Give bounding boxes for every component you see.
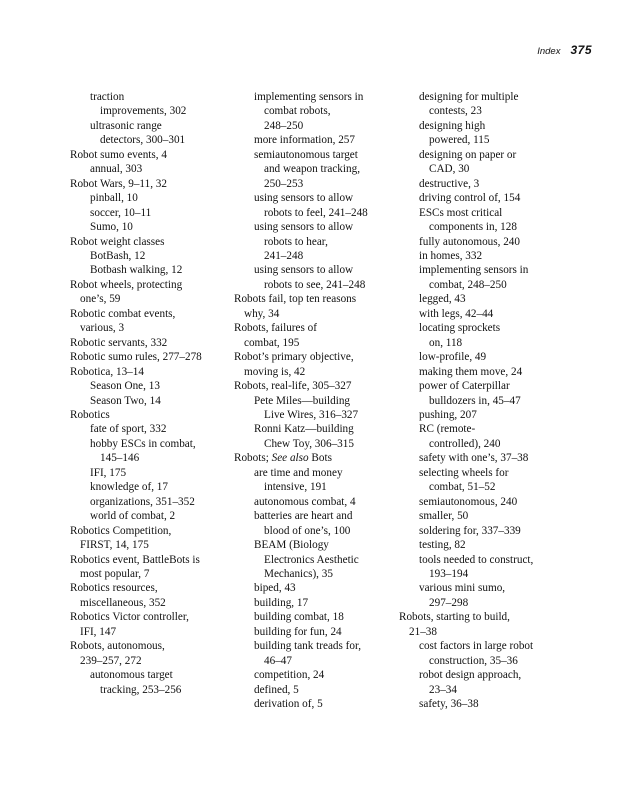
index-entry: ultrasonic range bbox=[90, 119, 162, 132]
index-entry: Robotics bbox=[70, 408, 110, 421]
page-number: 375 bbox=[570, 43, 592, 57]
index-entry: combat, 195 bbox=[244, 336, 300, 349]
index-entry: various, 3 bbox=[80, 322, 125, 335]
index-entry: combat, 248–250 bbox=[429, 278, 507, 291]
index-entry: Robotic sumo rules, 277–278 bbox=[70, 351, 202, 364]
index-entry: tracking, 253–256 bbox=[100, 683, 182, 696]
index-entry: semiautonomous target bbox=[254, 148, 358, 161]
index-entry: 297–298 bbox=[429, 596, 469, 609]
index-entry: low-profile, 49 bbox=[419, 351, 487, 364]
index-entry: combat, 51–52 bbox=[429, 481, 496, 494]
index-entry: hobby ESCs in combat, bbox=[90, 437, 196, 450]
index-entry: intensive, 191 bbox=[264, 481, 327, 494]
index-entry: 46–47 bbox=[264, 654, 292, 667]
index-entry: Robot weight classes bbox=[70, 235, 165, 248]
index-entry: robots to see, 241–248 bbox=[264, 278, 366, 291]
index-column-left bbox=[70, 90, 230, 697]
index-entry: cost factors in large robot bbox=[419, 640, 534, 653]
index-entry: Robotics Victor controller, bbox=[70, 611, 189, 624]
index-entry: Robotics Competition, bbox=[70, 524, 172, 537]
index-entry: tools needed to construct, bbox=[419, 553, 534, 566]
index-entry: 145–146 bbox=[100, 452, 140, 465]
index-entry: soldering for, 337–339 bbox=[419, 524, 521, 537]
index-entry: controlled), 240 bbox=[429, 437, 501, 450]
index-entry: organizations, 351–352 bbox=[90, 495, 195, 508]
index-entry: semiautonomous, 240 bbox=[419, 495, 518, 508]
index-entry: Robots fail, top ten reasons bbox=[234, 293, 357, 306]
index-entry: autonomous combat, 4 bbox=[254, 495, 356, 508]
index-entry: 250–253 bbox=[264, 177, 304, 190]
index-entry: bulldozers in, 45–47 bbox=[429, 394, 521, 407]
index-entry: robots to feel, 241–248 bbox=[264, 206, 368, 219]
index-entry: Robots, failures of bbox=[234, 322, 317, 335]
index-entry: Robot sumo events, 4 bbox=[70, 148, 167, 161]
index-entry: batteries are heart and bbox=[254, 510, 353, 523]
index-entry: detectors, 300–301 bbox=[100, 134, 186, 147]
index-entry: FIRST, 14, 175 bbox=[80, 539, 149, 552]
index-entry: defined, 5 bbox=[254, 683, 299, 696]
index-entry: 241–248 bbox=[264, 249, 304, 262]
index-entry: driving control of, 154 bbox=[419, 192, 521, 205]
index-entry: moving is, 42 bbox=[244, 365, 306, 378]
index-entry: Mechanics), 35 bbox=[264, 567, 333, 580]
index-entry: safety, 36–38 bbox=[419, 698, 479, 711]
index-entry: 21–38 bbox=[409, 625, 437, 638]
index-entry: smaller, 50 bbox=[419, 510, 469, 523]
index-entry: power of Caterpillar bbox=[419, 380, 510, 393]
index-entry: Chew Toy, 306–315 bbox=[264, 437, 354, 450]
running-head bbox=[537, 43, 592, 57]
index-entry: one’s, 59 bbox=[80, 293, 121, 306]
index-entry: are time and money bbox=[254, 466, 343, 479]
index-entry: destructive, 3 bbox=[419, 177, 480, 190]
index-entry: using sensors to allow bbox=[254, 192, 354, 205]
see-also-reference: See also bbox=[271, 452, 309, 465]
index-entry: making them move, 24 bbox=[419, 365, 523, 378]
index-entry: on, 118 bbox=[429, 336, 463, 349]
index-entry: fate of sport, 332 bbox=[90, 423, 167, 436]
index-entry: Robot Wars, 9–11, 32 bbox=[70, 177, 167, 190]
index-entry: Sumo, 10 bbox=[90, 221, 133, 234]
running-head-label: Index bbox=[537, 46, 561, 57]
index-entry: legged, 43 bbox=[419, 293, 466, 306]
index-entry: Robotic servants, 332 bbox=[70, 336, 168, 349]
index-entry: in homes, 332 bbox=[419, 249, 483, 262]
index-entry: 193–194 bbox=[429, 567, 469, 580]
index-entry: using sensors to allow bbox=[254, 264, 354, 277]
index-entry: designing for multiple bbox=[419, 91, 519, 103]
index-entry: designing high bbox=[419, 119, 486, 132]
index-entry: implementing sensors in bbox=[419, 264, 529, 277]
index-entry: BEAM (Biology bbox=[254, 539, 329, 552]
index-entry: Electronics Aesthetic bbox=[264, 553, 359, 566]
index-entry: knowledge of, 17 bbox=[90, 481, 168, 494]
index-entry: Robotics resources, bbox=[70, 582, 158, 595]
index-entry: Season One, 13 bbox=[90, 380, 160, 393]
index-entry: Botbash walking, 12 bbox=[90, 264, 183, 277]
index-entry: IFI, 175 bbox=[90, 466, 127, 479]
index-entry: Live Wires, 316–327 bbox=[264, 408, 359, 421]
index-entry: RC (remote- bbox=[419, 423, 476, 436]
index-entry: Robots, autonomous, bbox=[70, 640, 165, 653]
index-entry: CAD, 30 bbox=[429, 163, 470, 176]
index-entry: testing, 82 bbox=[419, 539, 466, 552]
index-entry: building for fun, 24 bbox=[254, 625, 342, 638]
index-entry: 239–257, 272 bbox=[80, 654, 142, 667]
index-entry: contests, 23 bbox=[429, 105, 482, 118]
index-entry: pinball, 10 bbox=[90, 192, 138, 205]
index-entry: Robotics event, BattleBots is bbox=[70, 553, 200, 566]
index-entry: derivation of, 5 bbox=[254, 698, 323, 711]
index-entry: soccer, 10–11 bbox=[90, 206, 152, 219]
index-entry: building tank treads for, bbox=[254, 640, 362, 653]
index-entry: more information, 257 bbox=[254, 134, 355, 147]
index-entry: most popular, 7 bbox=[80, 567, 150, 580]
index-column-right bbox=[399, 90, 569, 711]
index-entry: ESCs most critical bbox=[419, 206, 503, 219]
index-entry: pushing, 207 bbox=[419, 408, 477, 421]
index-entry: various mini sumo, bbox=[419, 582, 506, 595]
index-entry: Robots, starting to build, bbox=[399, 611, 510, 624]
index-entry: using sensors to allow bbox=[254, 221, 354, 234]
index-entry: Robotica, 13–14 bbox=[70, 365, 144, 378]
index-entry: 23–34 bbox=[429, 683, 457, 696]
index-entry: world of combat, 2 bbox=[90, 510, 176, 523]
index-entry: Robots; See also Bots bbox=[234, 452, 332, 465]
index-entry: 248–250 bbox=[264, 119, 304, 132]
index-entry: building combat, 18 bbox=[254, 611, 344, 624]
index-entry: designing on paper or bbox=[419, 148, 517, 161]
index-entry: why, 34 bbox=[244, 307, 280, 320]
index-entry: fully autonomous, 240 bbox=[419, 235, 520, 248]
index-entry: components in, 128 bbox=[429, 221, 517, 234]
index-column-middle bbox=[234, 90, 394, 711]
index-entry: construction, 35–36 bbox=[429, 654, 518, 667]
index-entry: blood of one’s, 100 bbox=[264, 524, 351, 537]
index-entry: BotBash, 12 bbox=[90, 249, 146, 262]
index-entry: IFI, 147 bbox=[80, 625, 117, 638]
index-entry: combat robots, bbox=[264, 105, 331, 118]
index-entry: miscellaneous, 352 bbox=[80, 596, 166, 609]
index-entry: building, 17 bbox=[254, 596, 309, 609]
index-entry: Robotic combat events, bbox=[70, 307, 176, 320]
index-entry: with legs, 42–44 bbox=[419, 307, 494, 320]
index-entry: implementing sensors in bbox=[254, 91, 364, 103]
index-entry: competition, 24 bbox=[254, 669, 325, 682]
index-entry: biped, 43 bbox=[254, 582, 296, 595]
index-entry: powered, 115 bbox=[429, 134, 490, 147]
index-entry: selecting wheels for bbox=[419, 466, 509, 479]
index-entry: Robot wheels, protecting bbox=[70, 278, 183, 291]
index-entry: locating sprockets bbox=[419, 322, 501, 335]
index-entry: safety with one’s, 37–38 bbox=[419, 452, 529, 465]
index-entry: robots to hear, bbox=[264, 235, 328, 248]
index-entry: autonomous target bbox=[90, 669, 173, 682]
index-entry: Robot’s primary objective, bbox=[234, 351, 354, 364]
index-entry: Ronni Katz—building bbox=[254, 423, 354, 436]
index-entry: Pete Miles—building bbox=[254, 394, 351, 407]
index-entry: and weapon tracking, bbox=[264, 163, 360, 176]
index-entry: Season Two, 14 bbox=[90, 394, 161, 407]
index-entry: Robots, real-life, 305–327 bbox=[234, 380, 352, 393]
index-entry: improvements, 302 bbox=[100, 105, 187, 118]
index-entry: traction bbox=[90, 91, 125, 103]
index-entry: annual, 303 bbox=[90, 163, 143, 176]
index-entry: robot design approach, bbox=[419, 669, 522, 682]
